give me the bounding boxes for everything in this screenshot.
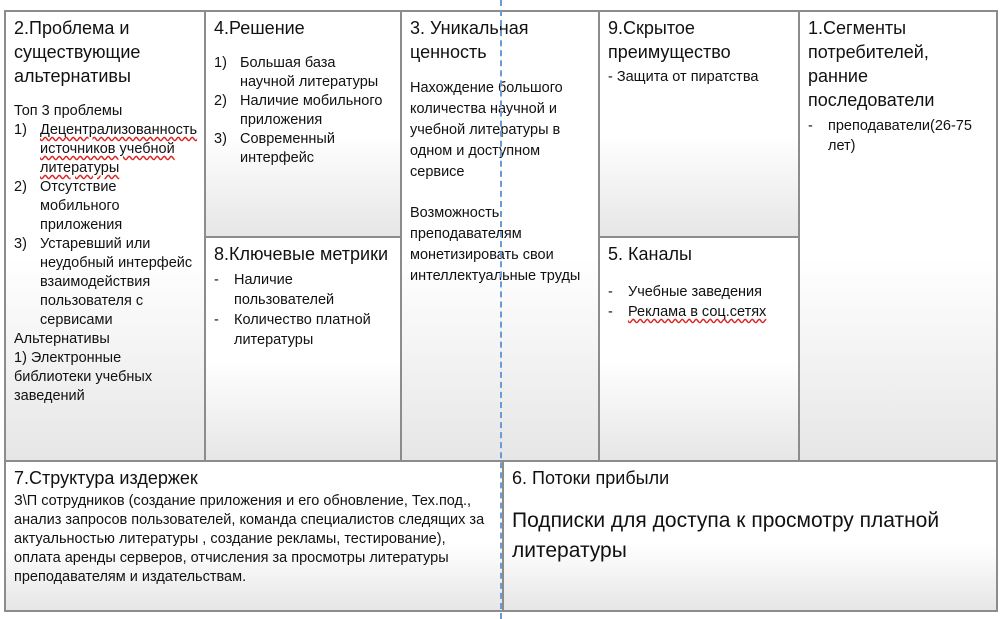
solution-cell	[204, 10, 402, 238]
solution-item	[214, 92, 392, 130]
solution-title: 4.Решение	[214, 18, 305, 38]
metrics-title: 8.Ключевые метрики	[214, 244, 389, 264]
item-text: Устаревший или неудобный интерфейс взаимодействия пользователя с сервисами	[40, 236, 193, 328]
top-problems-label: Топ 3 проблемы	[14, 103, 123, 119]
segments-title: 1.Сегменты потребителей, ранние последователи	[808, 18, 935, 110]
item-text: Отсутствие мобильного приложения	[40, 179, 123, 233]
alternatives-item: 1) Электронные библиотеки учебных заведений	[14, 350, 153, 404]
channels-item: - Учебные заведения	[608, 284, 762, 300]
item-text: Современный интерфейс	[240, 131, 335, 166]
item-text: Наличие мобильного приложения	[240, 93, 383, 128]
advantage-cell	[598, 10, 800, 238]
value-para-2: Возможность преподавателям монетизировать свои интеллектуальные труды	[410, 205, 581, 284]
item-number: 1)	[14, 122, 27, 138]
revenue-cell	[502, 460, 998, 612]
problem-list	[14, 121, 196, 330]
alternatives-label: Альтернативы	[14, 331, 110, 347]
item-number: 1)	[214, 55, 227, 71]
metrics-cell	[204, 236, 402, 462]
item-number: 2)	[214, 93, 227, 109]
problem-item	[14, 235, 196, 330]
metrics-item: - Количество платной литературы	[214, 310, 392, 350]
item-number: 3)	[14, 236, 27, 252]
item-text: Количество платной литературы	[234, 312, 371, 348]
problem-item	[14, 121, 196, 178]
item-text: Учебные заведения	[628, 284, 762, 300]
item-text: Большая база научной литературы	[240, 55, 379, 90]
metrics-item: - Наличие пользователей	[214, 270, 392, 310]
revenue-title: 6. Потоки прибыли	[512, 468, 670, 488]
solution-list	[214, 54, 392, 168]
advantage-text: - Защита от пиратства	[608, 69, 759, 85]
segments-item: - преподаватели(26-75 лет)	[808, 116, 988, 156]
solution-item	[214, 54, 392, 92]
channels-cell	[598, 236, 800, 462]
revenue-text: Подписки для доступа к просмотру платной литературы	[512, 509, 940, 562]
problem-item	[14, 178, 196, 235]
advantage-title: 9.Скрытое преимущество	[608, 18, 731, 62]
solution-item	[214, 130, 392, 168]
item-number: 2)	[14, 179, 27, 195]
channels-title: 5. Каналы	[608, 244, 692, 264]
item-text: Децентрализованность источников учебной литературы	[40, 122, 198, 176]
value-title: 3. Уникальная ценность	[410, 18, 529, 62]
item-number: 3)	[214, 131, 227, 147]
costs-title: 7.Структура издержек	[14, 468, 198, 488]
value-cell	[400, 10, 600, 462]
problem-cell	[4, 10, 206, 462]
value-para-1: Нахождение большого количества научной и учебной литературы в одном и доступном сервисе	[410, 80, 563, 180]
channels-list	[608, 282, 790, 322]
item-text: Реклама в соц.сетях	[628, 304, 767, 320]
costs-text: З\П сотрудников (создание приложения и его обновление, Тех.под., анализ запросов пользователей, команда специалистов следящих за актуальностью литературы , создание рекламы, тестирование), оплата аренды серверов, отчисления за просмотры литературы преподавателям и издательствам.	[14, 493, 485, 585]
metrics-list	[214, 270, 392, 350]
problem-title: 2.Проблема и существующие альтернативы	[14, 18, 141, 86]
segments-cell	[798, 10, 998, 462]
costs-cell	[4, 460, 504, 612]
item-text: преподаватели(26-75 лет)	[828, 118, 972, 154]
channels-item: - Реклама в соц.сетях	[608, 304, 767, 320]
item-text: Наличие пользователей	[234, 272, 335, 308]
